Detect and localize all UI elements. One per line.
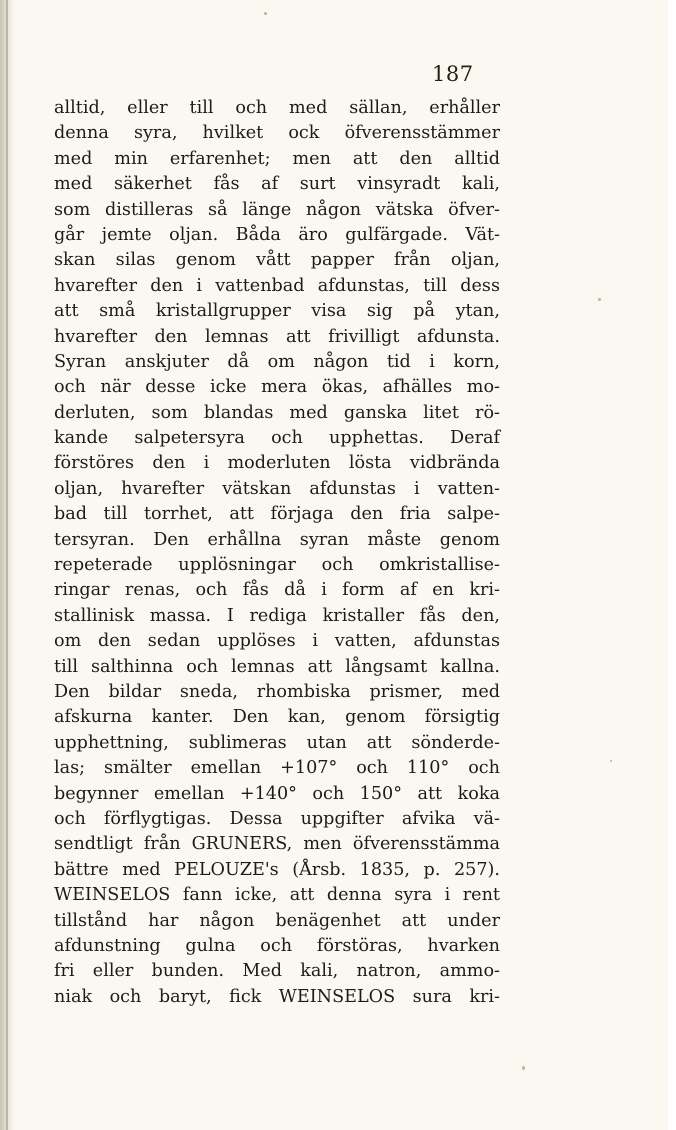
text-line: att små kristallgrupper visa sig på ytan, — [54, 301, 500, 322]
page-number: 187 — [432, 62, 474, 86]
text-line: las; smälter emellan +107° och 110° och — [54, 758, 500, 779]
text-line: alltid, eller till och med sällan, erhåller — [54, 98, 500, 118]
text-line: oljan, hvarefter vätskan afdunstas i vatten- — [54, 478, 500, 499]
text-line: sendtligt från GRUNERS, men öfverensstämma — [54, 834, 500, 855]
text-line: repeterade upplösningar och omkristallise- — [54, 555, 500, 576]
binding-edge — [6, 0, 8, 1130]
text-line: om den sedan upplöses i vatten, afdunstas — [54, 631, 500, 652]
text-line: begynner emellan +140° och 150° att koka — [54, 783, 500, 804]
text-line: och när desse icke mera ökas, afhälles mo- — [54, 377, 500, 398]
paper-speck — [264, 12, 267, 15]
text-line: Syran anskjuter då om någon tid i korn, — [54, 351, 500, 372]
text-line: med säkerhet fås af surt vinsyradt kali, — [54, 174, 500, 195]
text-line: hvarefter den i vattenbad afdunstas, till dess — [54, 275, 500, 296]
paper-speck — [598, 298, 601, 301]
text-line: som distilleras så länge någon vätska öfver- — [54, 199, 500, 220]
text-line: fri eller bunden. Med kali, natron, ammo- — [54, 961, 500, 982]
text-line: stallinisk massa. I rediga kristaller fås den, — [54, 605, 500, 626]
text-line: går jemte oljan. Båda äro gulfärgade. Vät- — [54, 224, 500, 245]
text-line: bad till torrhet, att förjaga den fria salpe- — [54, 504, 500, 525]
body-text — [54, 96, 500, 1010]
text-line: WEINSELOS fann icke, att denna syra i rent — [54, 885, 500, 906]
page-right-margin — [668, 0, 676, 1130]
text-line: afdunstning gulna och förstöras, hvarken — [54, 935, 500, 956]
paper-speck — [610, 760, 612, 762]
text-line: ringar renas, och fås då i form af en kri- — [54, 580, 500, 601]
text-line: Den bildar sneda, rhombiska prismer, med — [54, 681, 500, 702]
text-line: hvarefter den lemnas att frivilligt afdunsta. — [54, 326, 500, 347]
text-line: skan silas genom vått papper från oljan, — [54, 250, 500, 271]
text-line: med min erfarenhet; men att den alltid — [54, 148, 500, 169]
text-line: och förflygtigas. Dessa uppgifter afvika vä- — [54, 808, 500, 829]
text-line: niak och baryt, fick WEINSELOS sura kri- — [54, 986, 500, 1007]
text-line: denna syra, hvilket ock öfverensstämmer — [54, 123, 500, 144]
text-line: bättre med PELOUZE's (Årsb. 1835, p. 257). — [54, 859, 500, 880]
text-line: till salthinna och lemnas att långsamt kallna. — [54, 656, 500, 677]
text-line: förstöres den i moderluten lösta vidbrända — [54, 453, 500, 474]
text-line: tillstånd har någon benägenhet att under — [54, 910, 500, 931]
text-line: upphettning, sublimeras utan att sönderde- — [54, 732, 500, 753]
text-line: derluten, som blandas med ganska litet rö- — [54, 402, 500, 423]
text-line: kande salpetersyra och upphettas. Deraf — [54, 428, 500, 449]
text-line: afskurna kanter. Den kan, genom försigtig — [54, 707, 500, 728]
paper-speck — [522, 1066, 525, 1070]
text-line: tersyran. Den erhållna syran måste genom — [54, 529, 500, 550]
